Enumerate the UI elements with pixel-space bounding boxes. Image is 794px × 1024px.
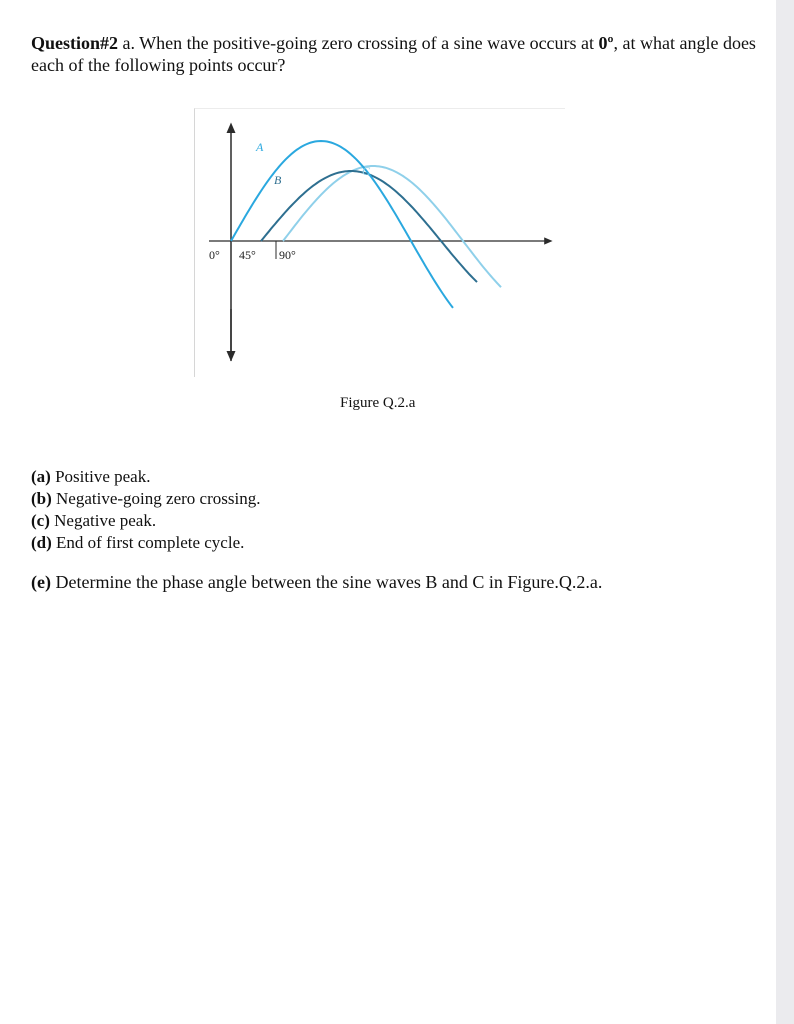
part-d-text: End of first complete cycle. — [51, 533, 245, 552]
axis-label-0: 0° — [209, 248, 220, 262]
part-e — [31, 571, 602, 593]
part-d-letter: (d) — [31, 533, 52, 552]
sine-wave-figure — [194, 108, 565, 377]
wave-label-a: A — [256, 140, 264, 154]
question-text: a. When the positive-going zero crossing of a sine wave occurs at — [118, 33, 599, 53]
part-d — [31, 532, 260, 554]
axis-label-90: 90° — [279, 248, 296, 262]
part-b-text: Negative-going zero crossing. — [51, 489, 261, 508]
figure-caption: Figure Q.2.a — [340, 395, 416, 411]
part-b-letter: (b) — [31, 489, 52, 508]
scrollbar-track[interactable] — [776, 0, 794, 1024]
part-a-letter: (a) — [31, 467, 51, 486]
wave-label-c: C — [362, 164, 371, 178]
question-parts — [31, 466, 260, 554]
question-angle: 0º — [598, 33, 614, 53]
wave-label-b: B — [274, 173, 282, 187]
part-a — [31, 466, 260, 488]
part-c — [31, 510, 260, 532]
sine-wave-diagram — [195, 109, 565, 377]
part-c-text: Negative peak. — [49, 511, 157, 530]
wave-a — [231, 141, 453, 308]
axis-label-45: 45° — [239, 248, 256, 262]
part-a-text: Positive peak. — [50, 467, 151, 486]
part-b — [31, 488, 260, 510]
question-heading — [31, 32, 761, 76]
part-e-letter: (e) — [31, 572, 51, 592]
part-e-text: Determine the phase angle between the sine waves B and C in Figure.Q.2.a. — [50, 572, 603, 592]
part-c-letter: (c) — [31, 511, 50, 530]
question-text-end: , at what angle does each of the following points occur? — [31, 33, 756, 75]
question-number: Question#2 — [31, 33, 119, 53]
